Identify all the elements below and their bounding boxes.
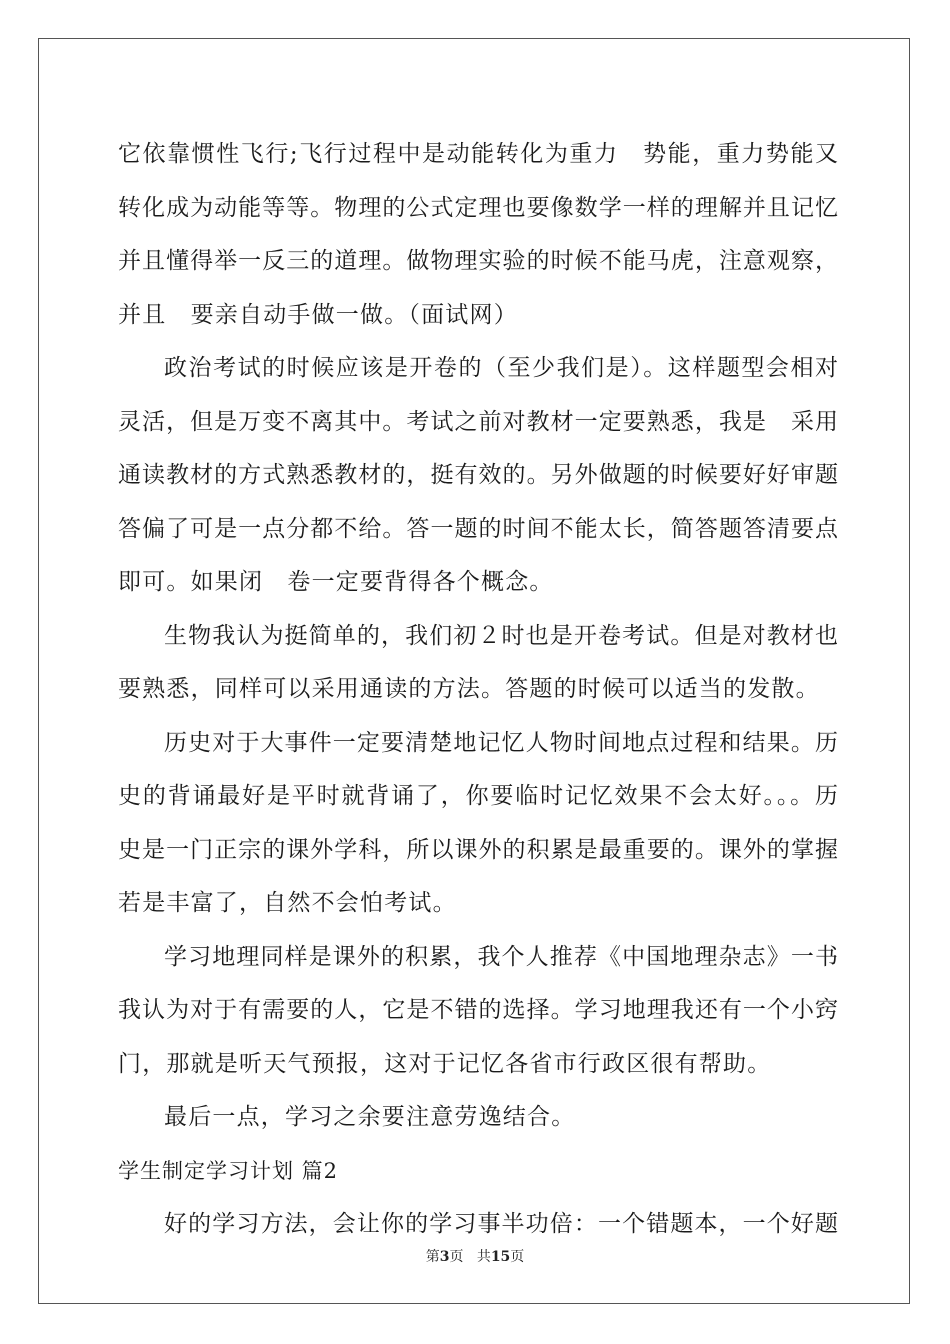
section-heading: 学生制定学习计划 篇2 xyxy=(118,1158,339,1183)
text-line: 并且 要亲自动手做一做。（面试网） xyxy=(118,301,518,328)
paragraph-conclusion xyxy=(118,1091,838,1145)
text-line: 生物我认为挺简单的，我们初２时也是开卷考试。但是对教材也 xyxy=(164,622,838,649)
text-line: 通读教材的方式熟悉教材的，挺有效的。另外做题的时候要好好审题 xyxy=(118,462,838,488)
page-prefix: 第 xyxy=(425,1249,440,1265)
text-line: 政治考试的时候应该是开卷的（至少我们是）。这样题型会相对 xyxy=(164,355,838,381)
text-line: 若是丰富了，自然不会怕考试。 xyxy=(118,890,457,916)
text-line: 它依靠惯性飞行;飞行过程中是动能转化为重力 势能，重力势能又 xyxy=(118,141,838,167)
text-line: 学习地理同样是课外的积累，我个人推荐《中国地理杂志》一书 xyxy=(164,943,838,970)
total-suffix: 页 xyxy=(510,1249,525,1265)
page-footer xyxy=(0,1246,950,1266)
text-line: 灵活，但是万变不离其中。考试之前对教材一定要熟悉，我是 采用 xyxy=(118,408,838,435)
text-line: 好的学习方法，会让你的学习事半功倍：一个错题本，一个好题 xyxy=(164,1211,838,1237)
paragraph-section-intro xyxy=(118,1198,838,1252)
paragraph-politics xyxy=(118,342,838,610)
text-line: 门，那就是听天气预报，这对于记忆各省市行政区很有帮助。 xyxy=(118,1050,772,1077)
paragraph-geography xyxy=(118,931,838,1092)
page-suffix: 页 xyxy=(449,1249,464,1265)
paragraph-biology xyxy=(118,610,838,717)
text-line: 史的背诵最好是平时就背诵了，你要临时记忆效果不会太好。。。历 xyxy=(118,783,838,809)
total-prefix: 共 xyxy=(476,1249,491,1265)
text-line: 并且懂得举一反三的道理。做物理实验的时候不能马虎，注意观察， xyxy=(118,248,838,274)
text-line: 最后一点，学习之余要注意劳逸结合。 xyxy=(164,1104,576,1130)
page-total: 15 xyxy=(490,1249,511,1265)
paragraph-physics xyxy=(118,128,838,342)
text-line: 答偏了可是一点分都不给。答一题的时间不能太长，简答题答清要点 xyxy=(118,515,838,542)
text-line: 历史对于大事件一定要清楚地记忆人物时间地点过程和结果。历 xyxy=(164,729,838,756)
paragraph-history xyxy=(118,717,838,931)
text-line: 转化成为动能等等。物理的公式定理也要像数学一样的理解并且记忆 xyxy=(118,194,838,221)
text-line: 即可。如果闭 卷一定要背得各个概念。 xyxy=(118,569,554,595)
document-body xyxy=(118,128,838,1252)
text-line: 要熟悉，同样可以采用通读的方法。答题的时候可以适当的发散。 xyxy=(118,676,820,702)
text-line: 史是一门正宗的课外学科，所以课外的积累是最重要的。课外的掌握 xyxy=(118,836,838,863)
text-line: 我认为对于有需要的人，它是不错的选择。学习地理我还有一个小窍 xyxy=(118,997,838,1023)
page-current: 3 xyxy=(439,1249,450,1265)
